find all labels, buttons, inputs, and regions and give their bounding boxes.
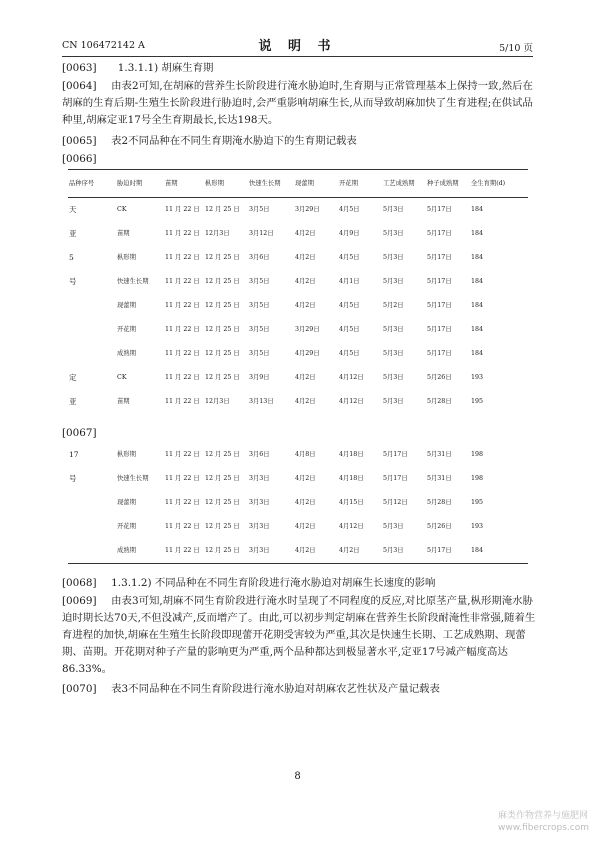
table-cell: 184 [471, 229, 484, 237]
table-cell: 5月28日 [427, 397, 452, 405]
table-cell: 12 月 25 日 [205, 277, 240, 285]
table-cell: 5月28日 [427, 499, 452, 506]
variety-cell: 17 [69, 450, 79, 459]
table-caption: 表3不同品种在不同生育阶段进行淹水胁迫对胡麻农艺性状及产量记载表 [111, 683, 440, 695]
table-cell: 3月3日 [249, 499, 270, 506]
paragraph-text: 由表3可知,胡麻不同生育阶段进行淹水时呈现了不同程度的反应,对比原茎产量,枞形期淹水胁迫时期长达70天,不但没减产,反而增产了。由此,可以初步判定胡麻在营养生长阶段耐淹性非常强,随着生育进程的加快,胡麻在生殖生长阶段即现蕾开花期受害较为严重,其次是快速生长期、工艺成熟期、现蕾期、苗期。开花期对种子产量的影响更为严重,两个品种都达到极显著水平,定亚17号减产幅度高达86.33%。 [62, 595, 536, 675]
table-cell: 4月2日 [295, 499, 316, 506]
table-cell: 11 月 22 日 [165, 325, 200, 333]
table-cell: 3月5日 [249, 349, 270, 357]
table-cell: 11 月 22 日 [165, 229, 200, 237]
paragraph-tag: [0066] [62, 153, 97, 165]
table-cell: 苗期 [117, 229, 130, 237]
table-cell: 4月2日 [295, 301, 316, 309]
column-header: 胁迫时期 [116, 170, 164, 198]
paragraph-0064 [62, 78, 536, 129]
table-cell: 184 [470, 539, 528, 563]
table-cell: 5月17日 [426, 539, 470, 563]
variety-cell: 亚 [69, 396, 77, 406]
table-cell: 12 月 25 日 [205, 523, 240, 530]
variety-cell [68, 294, 116, 318]
table-cell: 3月3日 [249, 475, 270, 482]
page-indicator: 5/10 页 [499, 43, 533, 54]
table-cell: 4月5日 [339, 349, 360, 357]
table-cell: 3月6日 [249, 253, 270, 261]
paragraph-text: 由表2可知,在胡麻的营养生长阶段进行淹水胁迫时,生育期与正常管理基本上保持一致,然后在胡麻的生育后期-生殖生长阶段进行胁迫时,会严重影响胡麻生长,从而导致胡麻加快了生育进程;在供试品种里,胡麻定亚17号全生育期最长,长达198天。 [62, 80, 533, 126]
table-row [68, 246, 528, 270]
table-cell: 184 [471, 205, 484, 213]
table-cell: 11 月 22 日 [165, 475, 200, 482]
table-cell: 现蕾期 [117, 301, 136, 309]
table-cell: 4月2日 [295, 523, 316, 530]
table-cell: 枞形期 [117, 451, 136, 458]
table-row [68, 342, 528, 366]
table-cell: 5月17日 [427, 205, 452, 213]
table-cell: 4月5日 [339, 325, 360, 333]
table-cell: 4月2日 [295, 229, 316, 237]
table-cell: 开花期 [117, 325, 136, 333]
table-cell: 5月17日 [383, 451, 408, 458]
table-header-row [68, 170, 528, 198]
table-row [68, 539, 528, 563]
column-header: 苗期 [164, 170, 204, 198]
table-cell: 4月5日 [339, 301, 360, 309]
table-cell: 4月2日 [338, 539, 382, 563]
table-cell: 11 月 22 日 [165, 499, 200, 506]
column-header: 开花期 [338, 170, 382, 198]
table-cell: 4月2日 [295, 373, 316, 381]
patent-number: CN 106472142 A [62, 40, 145, 51]
table-cell: 195 [471, 499, 484, 506]
table-cell: 11 月 22 日 [165, 397, 200, 405]
table-cell: 3月29日 [295, 325, 320, 333]
variety-cell [68, 515, 116, 539]
table-cell: 5月26日 [427, 523, 452, 530]
paragraph-0068 [62, 575, 536, 592]
table-row [68, 491, 528, 515]
table-cell: 12月3日 [205, 397, 230, 405]
variety-cell: 亚 [69, 228, 77, 238]
table-cell: 5月3日 [383, 523, 404, 530]
table-row [68, 198, 528, 222]
table-caption: 表2不同品种在不同生育期淹水胁迫下的生育期记载表 [111, 135, 357, 147]
table-cell: 184 [471, 301, 484, 309]
variety-cell [68, 491, 116, 515]
table-cell: 12 月 25 日 [205, 325, 240, 333]
table-row [68, 443, 528, 467]
table-cell: 11 月 22 日 [165, 277, 200, 285]
table-cell: 11 月 22 日 [165, 373, 200, 381]
table-cell: 198 [471, 475, 484, 482]
table-cell: 3月5日 [249, 277, 270, 285]
table-cell: 4月29日 [295, 349, 320, 357]
table-cell: 5月31日 [427, 475, 452, 482]
growth-period-table [68, 169, 528, 414]
paragraph-0070 [62, 681, 536, 698]
table-cell: 5月12日 [383, 499, 408, 506]
header-divider [62, 56, 533, 57]
table-cell: 11 月 22 日 [165, 253, 200, 261]
table-cell: 12 月 25 日 [205, 451, 240, 458]
table-cell: 193 [471, 373, 484, 381]
table-cell: 11 月 22 日 [165, 523, 200, 530]
table-cell: 5月3日 [383, 349, 404, 357]
table-cell: 4月15日 [339, 499, 364, 506]
table-cell: 5月17日 [427, 253, 452, 261]
table-cell: 3月5日 [249, 205, 270, 213]
table-cell: 4月2日 [295, 253, 316, 261]
table-cell: 现蕾期 [117, 499, 136, 506]
table-cell: 快速生长期 [117, 277, 149, 285]
table-cell: CK [117, 205, 127, 213]
table-cell: 12 月 25 日 [205, 253, 240, 261]
table-cell: 5月31日 [427, 451, 452, 458]
table-cell: 苗期 [117, 397, 130, 405]
table-cell: 3月12日 [249, 229, 274, 237]
column-header: 现蕾期 [294, 170, 338, 198]
table-cell: 12 月 25 日 [205, 499, 240, 506]
page-number: 8 [294, 771, 301, 782]
paragraph-tag: [0067] [62, 427, 97, 439]
table-cell: 5月17日 [427, 229, 452, 237]
table-cell: 4月12日 [339, 523, 364, 530]
variety-cell: 天 [69, 204, 77, 214]
table-cell: 5月3日 [383, 373, 404, 381]
table-cell: 5月17日 [427, 349, 452, 357]
table-cell: 4月2日 [295, 397, 316, 405]
table-row [68, 515, 528, 539]
table-cell: 5月3日 [383, 205, 404, 213]
table-cell: 12 月 25 日 [204, 539, 248, 563]
table-cell: 5月3日 [383, 397, 404, 405]
table-cell: 184 [471, 349, 484, 357]
table-cell: 5月26日 [427, 373, 452, 381]
table-cell: 枞形期 [117, 253, 136, 261]
table-cell: 3月3日 [249, 523, 270, 530]
table-cell: 11 月 22 日 [165, 205, 200, 213]
table-cell: 12 月 25 日 [205, 349, 240, 357]
table-cell: 4月9日 [339, 229, 360, 237]
variety-cell: 定 [69, 372, 77, 382]
table-cell: 3月5日 [249, 325, 270, 333]
watermark-line: 麻类作物营养与施肥网 [498, 811, 589, 821]
table-cell: 11 月 22 日 [165, 301, 200, 309]
growth-period-table-continued [68, 443, 528, 564]
table-cell: 快速生长期 [117, 475, 149, 482]
table-cell: 开花期 [117, 523, 136, 530]
column-header: 全生育期(d) [470, 170, 528, 198]
variety-cell: 5 [69, 252, 74, 262]
table-cell: 4月2日 [295, 475, 316, 482]
table-cell: 3月6日 [249, 451, 270, 458]
table-cell: 11 月 22 日 [165, 349, 200, 357]
table-cell: 184 [471, 253, 484, 261]
table-cell: CK [117, 373, 127, 381]
paragraph-tag: [0065] [62, 135, 97, 147]
table-cell: 12 月 25 日 [205, 373, 240, 381]
variety-cell: 号 [69, 474, 77, 483]
watermark-url: www.fibercrops.com [498, 823, 589, 833]
document-title: 说 明 书 [258, 39, 337, 54]
table-row [68, 366, 528, 390]
table-cell: 4月2日 [294, 539, 338, 563]
variety-cell [68, 342, 116, 366]
paragraph-0066 [62, 151, 536, 168]
table-cell: 5月3日 [382, 539, 426, 563]
table-cell: 5月2日 [383, 301, 404, 309]
column-header: 枞形期 [204, 170, 248, 198]
section-heading: 1.3.1.2) 不同品种在不同生育阶段进行淹水胁迫对胡麻生长速度的影响 [111, 577, 436, 589]
table-cell: 4月5日 [339, 205, 360, 213]
table-cell: 4月18日 [339, 451, 364, 458]
table-cell: 5月3日 [383, 253, 404, 261]
table-cell: 11 月 22 日 [164, 539, 204, 563]
paragraph-0063 [62, 60, 536, 77]
table-cell: 5月3日 [383, 325, 404, 333]
table-cell: 11 月 22 日 [165, 451, 200, 458]
table-cell: 195 [471, 397, 484, 405]
table-cell: 184 [471, 277, 484, 285]
table-cell: 12月3日 [205, 229, 230, 237]
table-row [68, 390, 528, 414]
table-row [68, 467, 528, 491]
column-header: 种子成熟期 [426, 170, 470, 198]
table-cell: 4月2日 [295, 277, 316, 285]
table-row [68, 270, 528, 294]
table-cell: 193 [471, 523, 484, 530]
paragraph-0069 [62, 593, 536, 678]
section-heading: 1.3.1.1) 胡麻生育期 [117, 62, 214, 74]
table-cell: 184 [471, 325, 484, 333]
table-cell: 成熟期 [117, 349, 136, 357]
table-cell: 3月5日 [249, 301, 270, 309]
table-cell: 4月18日 [339, 475, 364, 482]
table-cell: 成熟期 [116, 539, 164, 563]
table-cell: 5月17日 [383, 475, 408, 482]
table-cell: 4月1日 [339, 277, 360, 285]
table-cell: 5月17日 [427, 277, 452, 285]
paragraph-tag: [0064] [62, 80, 97, 92]
table-cell: 3月13日 [249, 397, 274, 405]
site-watermark [498, 810, 589, 834]
paragraph-tag: [0069] [62, 595, 97, 607]
table-cell: 12 月 25 日 [205, 205, 240, 213]
column-header: 快速生长期 [248, 170, 294, 198]
table-cell: 4月8日 [295, 451, 316, 458]
variety-cell: 号 [69, 276, 77, 286]
table-cell: 5月17日 [427, 301, 452, 309]
table-cell: 3月29日 [295, 205, 320, 213]
table-cell: 5月3日 [383, 277, 404, 285]
table-row [68, 222, 528, 246]
table-cell: 4月12日 [339, 397, 364, 405]
column-header: 品种序号 [68, 170, 116, 198]
paragraph-tag: [0063] [62, 62, 97, 74]
column-header: 工艺成熟期 [382, 170, 426, 198]
paragraph-tag: [0070] [62, 683, 97, 695]
table-cell: 198 [471, 451, 484, 458]
table-cell: 3月3日 [248, 539, 294, 563]
paragraph-0065 [62, 133, 536, 150]
table-cell: 4月12日 [339, 373, 364, 381]
table-cell: 12 月 25 日 [205, 301, 240, 309]
table-row [68, 318, 528, 342]
variety-cell [68, 539, 116, 563]
table-cell: 5月3日 [383, 229, 404, 237]
table-row [68, 294, 528, 318]
paragraph-0067 [62, 425, 536, 442]
paragraph-tag: [0068] [62, 577, 97, 589]
variety-cell [68, 318, 116, 342]
table-cell: 3月9日 [249, 373, 270, 381]
table-cell: 12 月 25 日 [205, 475, 240, 482]
table-cell: 5月17日 [427, 325, 452, 333]
table-cell: 4月5日 [339, 253, 360, 261]
